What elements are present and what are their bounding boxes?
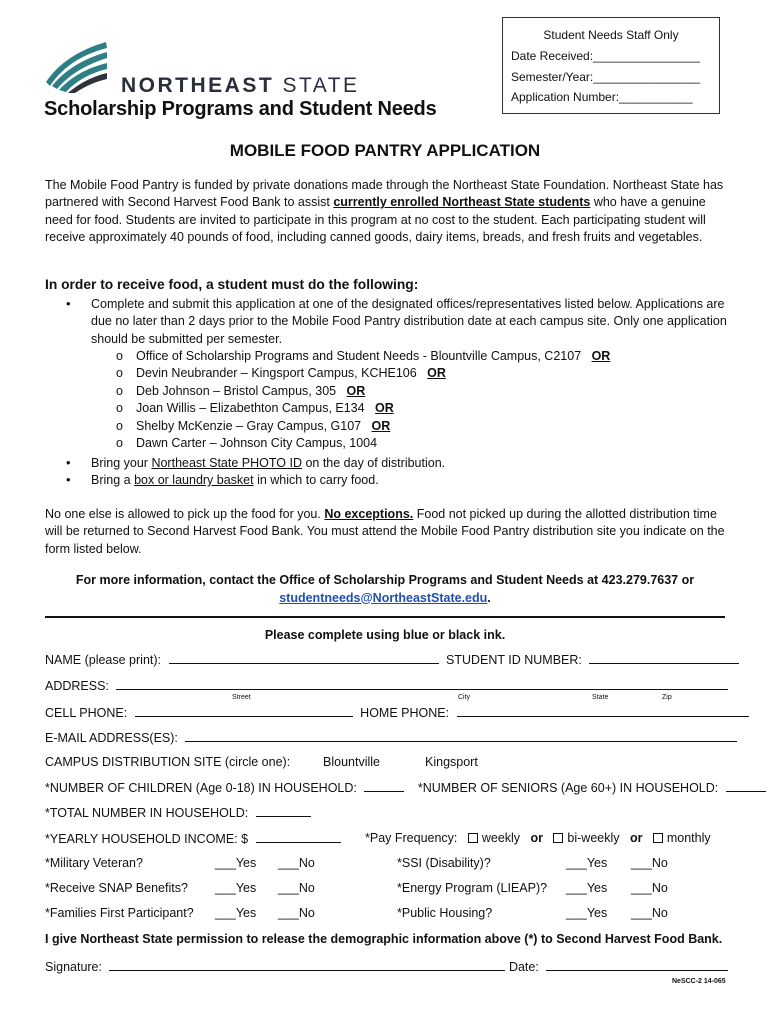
location-item: o Joan Willis – Elizabethton Campus, E134 OR (116, 401, 394, 416)
campus-label: CAMPUS DISTRIBUTION SITE (circle one): (45, 755, 291, 769)
cell-phone-field[interactable] (135, 705, 353, 717)
energy-no[interactable]: ___No (631, 881, 668, 895)
email-label: E-MAIL ADDRESS(ES): (45, 731, 178, 745)
address-field[interactable] (116, 678, 728, 690)
public-housing-yes[interactable]: ___Yes (566, 906, 608, 920)
date-label: Date: (508, 960, 539, 974)
seniors-label: *NUMBER OF SENIORS (Age 60+) IN HOUSEHOLD: (417, 781, 719, 795)
question-row (45, 881, 720, 895)
contact-info: For more information, contact the Office of Scholarship Programs and Student Needs at 423.279.7637 or studentneeds@NortheastState.edu. (45, 572, 725, 607)
bullet-icon: • (66, 455, 71, 470)
snap-yes[interactable]: ___Yes (215, 881, 257, 895)
income-row (45, 831, 720, 846)
snap-label: *Receive SNAP Benefits? (45, 881, 188, 895)
date-field[interactable] (546, 959, 728, 971)
children-field[interactable] (364, 780, 404, 792)
intro-paragraph: The Mobile Food Pantry is funded by private donations made through the Northeast State Foundation. Northeast State has partnered with Second Harvest Food Bank to assist currently enrolled Northeast State students who have a genuine need for food. Students are invited to participate in this program at no cost to the student. Each participating student will receive approximately 40 pounds of food, including canned goods, dairy items, breads, and fresh fruits and vegetables. (45, 178, 724, 245)
income-field[interactable] (256, 831, 341, 843)
energy-yes[interactable]: ___Yes (566, 881, 608, 895)
families-first-no[interactable]: ___No (278, 906, 315, 920)
northeast-state-logo (44, 38, 114, 94)
email-row (45, 730, 720, 745)
name-row (45, 652, 720, 667)
bullet-icon: • (66, 472, 71, 487)
contact-text: For more information, contact the Office of Scholarship Programs and Student Needs at 423.279.7637 or (75, 573, 695, 587)
military-no[interactable]: ___No (278, 856, 315, 870)
student-id-field[interactable] (589, 652, 739, 664)
location-item: o Office of Scholarship Programs and Student Needs - Blountville Campus, C2107 OR (116, 349, 611, 363)
location-list (116, 348, 610, 452)
location-item: o Shelby McKenzie – Gray Campus, G107 OR (116, 418, 391, 433)
household-ages-row (45, 780, 720, 795)
question-row (45, 856, 720, 870)
staff-box-title: Student Needs Staff Only (543, 28, 679, 42)
address-street-hint: Street (232, 694, 251, 701)
pay-frequency-group (365, 831, 711, 845)
home-phone-label: HOME PHONE: (360, 706, 450, 720)
address-row (45, 678, 720, 693)
public-housing-label: *Public Housing? (397, 906, 493, 920)
org-name: NORTHEAST STATE (121, 74, 360, 97)
total-field[interactable] (256, 805, 311, 817)
application-number-field[interactable]: Application Number:___________ (511, 90, 693, 105)
campus-row (45, 755, 720, 769)
biweekly-label: bi-weekly (567, 831, 620, 845)
phone-row (45, 705, 720, 720)
requirement-item-2: Bring your Northeast State PHOTO ID on the day of distribution. (91, 456, 446, 470)
or-label: or (530, 831, 543, 845)
address-city-hint: City (458, 694, 471, 701)
department-title: Scholarship Programs and Student Needs (44, 98, 437, 120)
form-code: NeSCC-2 14-065 (672, 978, 726, 985)
signature-row (45, 959, 720, 974)
or-label: or (629, 831, 643, 845)
date-received-field[interactable]: Date Received:________________ (511, 48, 700, 63)
name-field[interactable] (169, 652, 439, 664)
monthly-checkbox[interactable] (653, 833, 663, 843)
ssi-no[interactable]: ___No (631, 856, 668, 870)
public-housing-no[interactable]: ___No (631, 906, 668, 920)
weekly-label: weekly (481, 831, 521, 845)
campus-option-kingsport[interactable]: Kingsport (425, 755, 478, 769)
student-id-label: STUDENT ID NUMBER: (445, 653, 582, 667)
bullet-icon: • (66, 296, 71, 311)
military-veteran-label: *Military Veteran? (45, 856, 143, 870)
address-zip-hint: Zip (662, 694, 672, 701)
income-label: *YEARLY HOUSEHOLD INCOME: $ (45, 832, 249, 846)
biweekly-checkbox[interactable] (553, 833, 563, 843)
cell-phone-label: CELL PHONE: (45, 706, 128, 720)
campus-option-blountville[interactable]: Blountville (323, 755, 380, 769)
question-row (45, 906, 720, 920)
location-item: o Devin Neubrander – Kingsport Campus, KCHE106 OR (116, 366, 446, 381)
semester-year-field[interactable]: Semester/Year:________________ (511, 69, 701, 84)
monthly-label: monthly (666, 831, 711, 845)
requirement-item-3: Bring a box or laundry basket in which to carry food. (91, 473, 379, 487)
requirement-item-1: Complete and submit this application at one of the designated offices/representatives listed below. Applications are due no later than 2 days prior to the Mobile Food Pantry distribution date at each campus site. Only one application should be submitted per semester. (91, 297, 727, 346)
total-row (45, 805, 720, 820)
pay-frequency-label: *Pay Frequency: (365, 831, 458, 845)
military-yes[interactable]: ___Yes (215, 856, 257, 870)
ssi-yes[interactable]: ___Yes (566, 856, 608, 870)
children-label: *NUMBER OF CHILDREN (Age 0-18) IN HOUSEHOLD: (45, 781, 357, 795)
families-first-label: *Families First Participant? (45, 906, 194, 920)
requirements-heading: In order to receive food, a student must do the following: (45, 277, 419, 292)
signature-field[interactable] (109, 959, 505, 971)
snap-no[interactable]: ___No (278, 881, 315, 895)
address-state-hint: State (592, 694, 609, 701)
staff-only-box (502, 17, 720, 114)
location-item: o Deb Johnson – Bristol Campus, 305 OR (116, 383, 366, 398)
total-label: *TOTAL NUMBER IN HOUSEHOLD: (45, 806, 249, 820)
seniors-field[interactable] (726, 780, 766, 792)
address-label: ADDRESS: (45, 679, 109, 693)
ssi-label: *SSI (Disability)? (397, 856, 491, 870)
home-phone-field[interactable] (457, 705, 749, 717)
email-field[interactable] (185, 730, 737, 742)
ink-note: Please complete using blue or black ink. (264, 628, 506, 642)
families-first-yes[interactable]: ___Yes (215, 906, 257, 920)
name-label: NAME (please print): (45, 653, 162, 667)
notice-paragraph: No one else is allowed to pick up the food for you. No exceptions. Food not picked up during the allotted distribution time will be returned to Second Harvest Food Bank. You must attend the Mobile Food Pantry distribution site you indicate on the form listed below. (45, 507, 725, 556)
energy-program-label: *Energy Program (LIEAP)? (397, 881, 548, 895)
document-title: MOBILE FOOD PANTRY APPLICATION (229, 141, 541, 160)
weekly-checkbox[interactable] (468, 833, 478, 843)
signature-label: Signature: (45, 960, 102, 974)
contact-email-link[interactable]: studentneeds@NortheastState.edu (279, 590, 488, 605)
divider (45, 616, 725, 618)
permission-statement: I give Northeast State permission to release the demographic information above (*) to Second Harvest Food Bank. (45, 932, 723, 946)
location-item: o Dawn Carter – Johnson City Campus, 1004 (116, 436, 378, 451)
